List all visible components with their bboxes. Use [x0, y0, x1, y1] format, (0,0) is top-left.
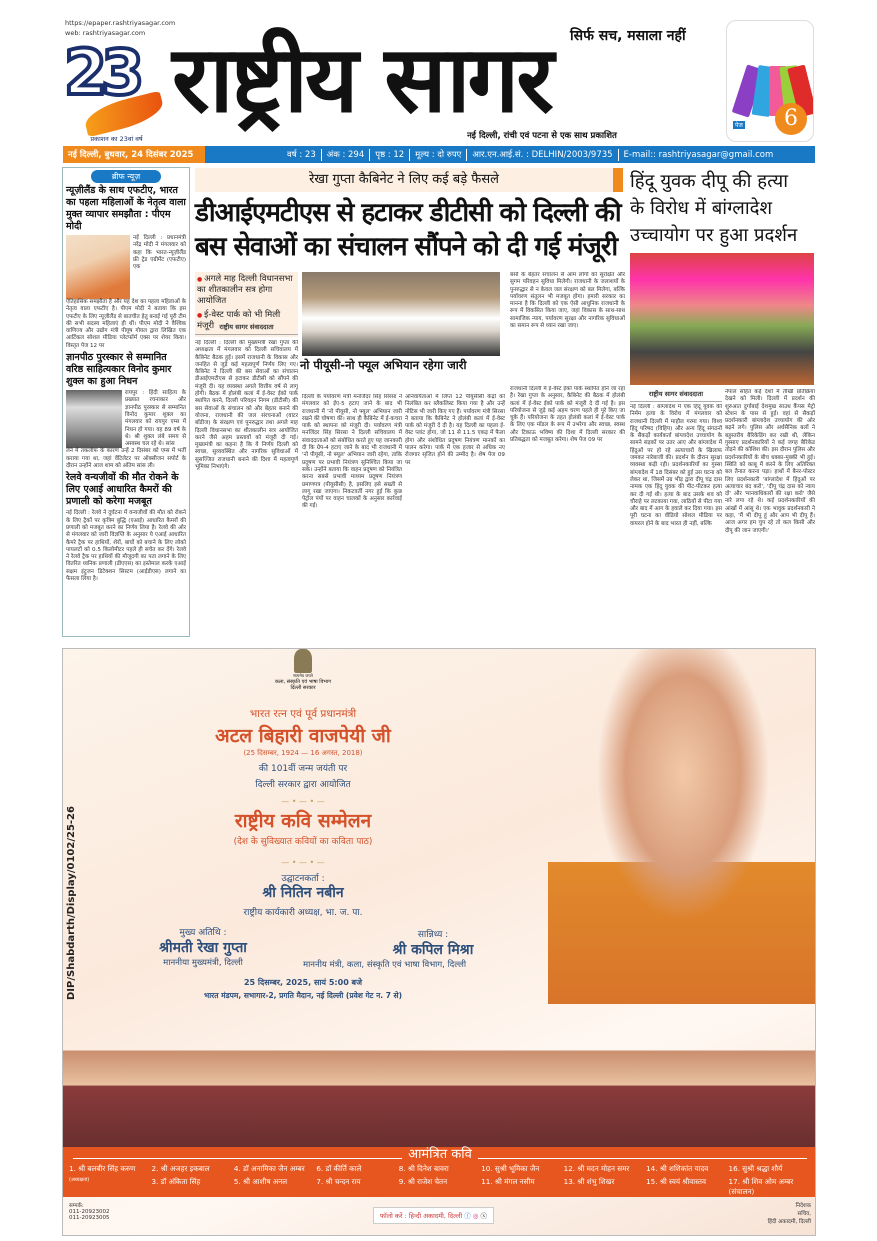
instagram-icon[interactable]: ◎ [472, 1212, 479, 1220]
right-headline[interactable] [630, 168, 816, 249]
headline-line: उच्चायोग पर हुआ प्रदर्शन [630, 225, 798, 246]
right-byline: राष्ट्रीय सागर संवाददाता [630, 389, 722, 402]
kavi-sammelan-advertisement [62, 648, 816, 1236]
rni-number: आर.एन.आई.सं. : DELHIN/2003/9735 [472, 150, 613, 160]
ornament-divider: — • — • — [281, 858, 325, 867]
invited-poets-title: आमंत्रित कवि [402, 1147, 478, 1162]
poet-photo [126, 1009, 189, 1147]
brief-text: रायपुर : हिंदी साहित्य के प्रख्यात रचनाकार और ज्ञानपीठ पुरस्कार से सम्मानित विनोद कुमार शुक्ल का मंगलवार को रायपुर एम्स में निधन हो गया। वह 89 वर्ष के थे। श्री शुक्ल लंबे समय से अस्वस्थ चल रहे थे। सांस [125, 390, 186, 448]
follow-text: फॉलो करें : हिन्दी अकादमी, दिल्ली [380, 1212, 463, 1220]
page-number: 6 [775, 103, 807, 135]
poet-photo [754, 1009, 816, 1147]
event-subtitle: (देश के सुविख्यात कवियों का कविता पाठ) [233, 837, 373, 847]
right-text: नई दिल्ली : बांग्लादेश में एक हिंदू युवक की निर्मम हत्या के विरोध में मंगलवार को राजधानी दिल्ली में माहौल गरमा गया। विश्व हिंदू परिषद (विहिप) और अन्य हिंदू संगठनों के सैकड़ों कार्यकर्ता बांग्लादेश उच्चायोग के सामने सड़कों पर उतर आए और बांग्लादेश में हिंदुओं पर हो रहे अत्याचारों के खिलाफ जमकर नारेबाजी की। प्रदर्शन के दौरान सुरक्षा व्यवस्था कड़ी रही। प्रदर्शनकारियों का गुस्सा बांग्लादेश में 18 दिसंबर को हुई उस घटना को लेकर था, जिसमें उग्र भीड़ द्वारा दीपू चंद्र दास नामक एक हिंदू युवक की पीट-पीटकर हत्या कर दी गई थी। हत्या के बाद उसके शव को चौराहे पर लटकाया गया, लाठियों से पीटा गया और बाद में आग के हवाले कर दिया गया। इस पूरी घटना का वीडियो सोशल मीडिया पर वायरल होने के बाद भारत ही नहीं, बल्कि [630, 404, 722, 527]
facebook-icon[interactable]: ⓕ [464, 1212, 471, 1220]
emblem-text: सत्यमेव जयते [293, 673, 313, 678]
newspaper-title: राष्ट्रीय सागर [172, 26, 551, 133]
photo-caption-headline[interactable]: नो पीयूसी-नो फ्यूल अभियान रहेगा जारी [300, 357, 504, 373]
brief-news-badge: ब्रीफ न्यूज़ [91, 170, 161, 183]
organizer-line: दिल्ली सरकार द्वारा आयोजित [255, 780, 351, 790]
price: मूल्य : दो रुपए [415, 150, 462, 160]
chief-guest-name: श्रीमती रेखा गुप्ता [159, 940, 247, 956]
poet-name: 13. श्री शंभु शिखर [563, 1177, 615, 1186]
headline-line: के विरोध में बांग्लादेश [630, 198, 773, 219]
honoree-name: अटल बिहारी वाजपेयी जी [215, 725, 391, 747]
poet-name: 12. श्री मदन मोहन समर [563, 1164, 630, 1173]
invited-poets-band [63, 1147, 816, 1197]
poet-photo [377, 1009, 440, 1147]
chief-guest-label: मुख्य अतिथि : [179, 928, 227, 938]
right-text: नेपाल सहित कई देशों में तीखी प्रतिक्रिया देखने को मिली। दिल्ली में प्रदर्शन की शुरुआत दुर्गाबाई देशमुख साउथ कैंपस मेट्रो स्टेशन के पास से हुई। वहां से सैकड़ों प्रदर्शनकारी बांग्लादेश उच्चायोग की ओर बढ़ने लगे। पुलिस और अर्धसैनिक बलों ने बहुस्तरीय बैरिकेडिंग कर रखी थी, लेकिन गुस्साए प्रदर्शनकारियों ने कई जगह बैरिकेड तोड़ने की कोशिश की। इस दौरान पुलिस और प्रदर्शनकारियों के बीच धक्का-मुक्की भी हुई। स्थिति को काबू में करने के लिए अतिरिक्त बल तैनात करना पड़ा। हाथों में बैनर-पोस्टर लिए प्रदर्शनकारी 'बांग्लादेश में हिंदुओं पर अत्याचार बंद करो', 'दीपू चंद्र दास को न्याय दो' और 'मानवाधिकारों की रक्षा करो' जैसे नारे लगा रहे थे। कई प्रदर्शनकारियों की आंखों में आंसू थे। एक भावुक प्रदर्शनकारी ने कहा, 'मैं भी दीपू हूं और आप भी दीपू हैं। आज अगर हम चुप रहे तो कल किसी और दीपू की जान जाएगी।' [725, 389, 815, 534]
poets-photos [63, 1009, 816, 1147]
poet-name: 2. श्री अजहर इकबाल [151, 1164, 210, 1173]
poet-name: (अध्यक्षता) [69, 1177, 90, 1183]
presence-role: माननीय मंत्री, कला, संस्कृति एवं भाषा विभाग, दिल्ली [303, 960, 467, 970]
honoree-dates: (25 दिसम्बर, 1924 — 16 अगस्त, 2018) [243, 749, 363, 757]
poet-name: 17. श्री शिव ओम अम्बर (संचालन) [728, 1177, 794, 1196]
presence [303, 927, 563, 970]
event-datetime: 25 दिसम्बर, 2025, सायं 5:00 बजे [243, 978, 363, 987]
contact-label: सम्पर्क: [69, 1203, 84, 1209]
lead-headline[interactable] [195, 196, 625, 264]
brief-text: नई दिल्ली : प्रधानमंत्री नरेंद्र मोदी ने मंगलवार को कहा कि भारत-न्यूज़ीलैंड फ्री ट्रेड एग्रीमेंट (एफटीए) एक [133, 235, 186, 271]
website-url[interactable]: web: rashtriyasagar.com [65, 29, 146, 37]
lead-text: दिल्ली के पर्यावरण मंत्री मनजिंदर सिंह सिरसा ने मंगलवार को ईए-5 हटाए जाने के बाद भी राजधानी में 'नो पीयूसी, नो फ्यूल' अभियान जारी रखने की घोषणा की। साथ ही कैबिनेट में ई-कचरा पार्क को स्थापना को मंजूरी दी। पर्यावरण मंत्री मनजिंदर सिंह सिरसा ने दिल्ली सचिवालय में संवाददाताओं को संबोधित करते हुए यह जानकारी दी कि ग्रेप-4 हटाए जाने के बाद भी राजधानी में 'नो पीयूसी, नो फ्यूल' अभियान जारी रहेगा, ताकि प्रदूषण पर प्रभावी नियंत्रण सुनिश्चित किया जा सके। उन्होंने बताया कि वाहन प्रदूषण को नियंत्रित करना सबसे प्रभावी माध्यम प्रदूषण नियंत्रण प्रमाणपत्र (पीयूसीसी) है, इसलिए इसे सख्ती से लागू रखा जाएगा। निकटवर्ती नगर हुई कि कुछ पेट्रोल पंपों पर वाहन चालकों के अनुसार कार्रवाई की गई। [302, 394, 402, 510]
lead-text: नई दिल्ली : दिल्ली की मुख्यमंत्री रेखा गुप्ता की अध्यक्षता में मंगलवार को दिल्ली सचिवालय में कैबिनेट बैठक हुई। इसमें राजधानी के विकास और जनहित से जुड़े कई महत्वपूर्ण निर्णय लिए गए। कैबिनेट ने दिल्ली की बस सेवाओं का संचालन डीआईएमटीएस से हटाकर डीटीसी को सौंपने की मंजूरी दी। यह व्यवस्था अगले वित्तीय वर्ष से लागू होगी। बैठक में होलंबी कलां में ई-वेस्ट ईको पार्क स्थापित करने, दिल्ली परिवहन निगम (डीटीसी) की बस सेवाओं के संचालन को और बेहतर बनाने की योजना, राजधानी की जल संरचनाओं (वाटर बॉडीज) के संरक्षण एवं पुनरुद्धार तथा अगले माह दिल्ली विधानसभा का शीतकालीन सत्र आयोजित करने जैसे अहम प्रस्तावों को मंजूरी दी गई। मुख्यमंत्री का कहना है कि ये निर्णय दिल्ली को स्वच्छ, सुव्यवस्थित और नागरिक सुविधाओं में सुसज्जित राजधानी बनाने की दिशा में महत्वपूर्ण भूमिका निभाएंगे। [195, 340, 298, 471]
poet-name: 11. श्री मंगल नसीम [481, 1177, 535, 1186]
pages: पृष्ठ : 12 [375, 150, 405, 160]
brief-news-column [62, 167, 190, 637]
headline-line: डीआईएमटीएस से हटाकर डीटीसी को दिल्ली की [195, 198, 621, 228]
modi-photo [66, 235, 130, 299]
poet-name: 7. श्री चन्दन राय [316, 1177, 361, 1186]
poet-photo [63, 1009, 126, 1147]
page-ad-teaser[interactable] [726, 20, 814, 142]
brief-headline[interactable]: न्यूज़ीलैंड के साथ एफटीए, भारत का पहला महिलाओं के नेतृत्व वाला मुक्त व्यापार समझौता : पीएम मोदी [66, 185, 186, 232]
highlight-item: ● ई-वेस्ट पार्क को भी मिली मंजूरी [197, 310, 296, 332]
poet-name: 4. डॉ अनामिका जैन अम्बर [233, 1164, 305, 1173]
vinod-shukla-photo [66, 390, 122, 448]
ornament-divider: — • — • — [281, 797, 325, 806]
lead-text: राजधानी दिल्ली में ई-वेस्ट ईको पार्क स्थापित होने जा रहा है। रेखा गुप्ता के अनुसार, कैबिनेट की बैठक में होलंबी कलां में ई-वेस्ट ईको पार्क को मंजूरी दे दी गई है। इस परियोजना से जुड़े कई अहम चरण पहले ही पूरे किए जा चुके हैं। परियोजना के तहत होलंबी कलां में ई-वेस्ट पार्क के लिए एक मॉडल के रूप में उभरेगा और स्वच्छ, स्वस्थ और टिकाऊ भविष्य की दिशा में दिल्ली सरकार की प्रतिबद्धता को मजबूत करेगा। शेष पेज 09 पर [510, 386, 625, 444]
poet-photo [440, 1009, 503, 1147]
social-follow[interactable] [373, 1207, 494, 1224]
info-bar [63, 146, 815, 163]
anniversary-subtitle: प्रकाशन का 23वां वर्ष [90, 135, 143, 143]
poet-photo [314, 1009, 377, 1147]
phone-number[interactable]: 011-20923002 [69, 1209, 110, 1215]
government-name: दिल्ली सरकार [290, 685, 316, 691]
inaugurator-role: राष्ट्रीय कार्यकारी अध्यक्ष, भा. ज. पा. [243, 908, 363, 918]
x-icon[interactable]: ⓧ [480, 1212, 488, 1220]
secretary-label: सचिव, [797, 1211, 811, 1217]
edition-date: नई दिल्ली, बुधवार, 24 दिसंबर 2025 [63, 146, 205, 163]
brief-headline[interactable]: रेलवे वन्यजीवों की मौत रोकने के लिए एआई आधारित कैमरों की प्रणाली को करेगा मजबूत [66, 472, 179, 508]
highlight-item: ● अगले माह दिल्ली विधानसभा का शीतकालीन सत्र होगा आयोजित [197, 274, 296, 307]
presence-label: सान्निध्य : [417, 930, 449, 940]
invited-poets-list [63, 1159, 816, 1197]
poet-photo [189, 1009, 252, 1147]
lead-byline-wrap [195, 322, 298, 335]
ashoka-emblem-icon [294, 649, 312, 673]
lead-text: बसों के बेहतर संचालन से आम लोगों को सुरक्षित और सुगम परिवहन सुविधा मिलेगी। राजधानी के जलाशयों के पुनरुद्धार से न केवल जल संरक्षण को बल मिलेगा, बल्कि पर्यावरण संतुलन भी मजबूत होगा। हमारी सरकार का मानना है कि दिल्ली को एक ऐसी आधुनिक राजधानी के रूप में विकसित किया जाए, जहां विकास के साथ-साथ सामाजिक न्याय, पर्यावरण सुरक्षा और नागरिक सुविधाओं का समान रूप से ध्यान रखा जाए। [510, 272, 625, 330]
organization-name: हिंदी अकादमी, दिल्ली [767, 1219, 811, 1225]
poet-name: 9. श्री राजेश चेतन [398, 1177, 448, 1186]
lead-byline: राष्ट्रीय सागर संवाददाता [195, 322, 298, 335]
poet-name: 10. सुश्री भूमिका जैन [481, 1164, 540, 1173]
poet-photo [251, 1009, 314, 1147]
brief-headline[interactable]: ज्ञानपीठ पुरस्कार से सम्मानित वरिष्ठ साहित्यकार विनोद कुमार शुक्ल का हुआ निधन [66, 352, 172, 388]
poet-photo [566, 1009, 629, 1147]
poet-name: 8. श्री दिनेश बावरा [398, 1164, 449, 1173]
poet-name: 6. डॉ कीर्ति काले [316, 1164, 362, 1173]
event-title: राष्ट्रीय कवि सम्मेलन [234, 810, 372, 832]
ad-code: DIP/Shabdarth/Display/0102/25-26 [66, 806, 77, 1000]
email[interactable]: E-mail:: rashtriyasagar@gmail.com [623, 149, 774, 160]
poet-name: 16. सुश्री श्रद्धा शौर्य [728, 1164, 783, 1173]
headline-line: बस सेवाओं का संचालन सौंपने को दी गई मंजूरी [195, 232, 618, 262]
poet-name: 14. श्री शशिकांत यादव [646, 1164, 709, 1173]
chief-guest [113, 925, 293, 968]
event-venue: भारत मंडपम, सभागार-2, प्रगति मैदान, नई दिल्ली (प्रवेश गेट न. 7 से) [203, 991, 403, 1000]
poet-photo [628, 1009, 691, 1147]
issue: अंक : 294 [326, 150, 365, 160]
poet-name: 1. श्री बलबीर सिंह करुण [69, 1164, 136, 1173]
inaugurator-label: उद्घाटनकर्ता : [281, 874, 325, 884]
poet-photo [691, 1009, 754, 1147]
cabinet-meeting-photo [302, 272, 500, 356]
department-name: कला, संस्कृति एवं भाषा विभाग [274, 679, 332, 685]
poet-photo [503, 1009, 566, 1147]
lead-text: अनिवार्यताओं में लिप्त 12 पीयूसीसी केंद्रों को निलंबित कर ब्लैकलिस्ट किया गया है और उन्हें नोटिस भी जारी किए गए हैं। पर्यावरण मंत्री सिरसा ने बताया कि कैबिनेट ने होलंबी कलां में ई-वेस्ट पार्क को मंजूरी दे दी है। यह दिल्ली का पहला ई-वेस्ट प्लांट होगा, जो 11 से 11.5 एकड़ में फैला होगा और संशोधित प्रदूषण नियंत्रण मानकों का पालन करेगा। पार्क में एक हजार से अधिक नए रोजगार सृजित होने की उम्मीद है। शेष पेज 09 पर [405, 394, 505, 466]
poet-name: 5. श्री आशीष अनल [233, 1177, 288, 1186]
chief-guest-role: माननीया मुख्यमंत्री, दिल्ली [163, 958, 243, 968]
protest-photo [630, 253, 814, 385]
lead-kicker: रेखा गुप्ता कैबिनेट ने लिए कई बड़े फैसले [195, 168, 623, 192]
presence-name: श्री कपिल मिश्रा [392, 942, 474, 958]
epaper-url[interactable]: https://epaper.rashtriyasagar.com [65, 19, 176, 27]
anniversary-logo [64, 36, 169, 147]
brief-text: लेने में तकलीफ के कारण उन्हें 2 दिसंबर को एम्स में भर्ती कराया गया था, जहां वेंटिलेटर पर ऑक्सीजन सपोर्ट के दौरान उन्होंने आज शाम को अंतिम सांस ली। [66, 448, 186, 470]
poet-name: 15. श्री स्वयं श्रीवास्तव [646, 1177, 707, 1186]
ad-footer [63, 1197, 816, 1236]
year: वर्ष : 23 [287, 150, 316, 160]
right-byline-wrap [630, 389, 722, 402]
director-label: निदेशक [795, 1203, 811, 1209]
slogan: सिर्फ सच, मसाला नहीं [570, 28, 686, 44]
headline-line: हिंदू युवक दीपू की हत्या [630, 171, 789, 192]
brief-text: ऐतिहासिक समझौता है और यह देश का पहला महिलाओं के नेतृत्व वाला एफटीए है। पीएम मोदी ने बताया कि इस एफटीए के लिए न्यूज़ीलैंड से बातचीत हेतु बनाई गई पूरी टीम की सभी सदस्य महिलाएं ही थीं। पीएम मोदी ने वैश्विक वाणिज्य और उद्योग मंत्री पीयूष गोयल द्वारा लिखित एक आर्टिकल सोशल मीडिया प्लेटफॉर्म एक्स पर शेयर किया। विस्तृत पेज 12 पर [66, 299, 186, 349]
inaugurator-name: श्री नितिन नबीन [262, 885, 344, 901]
ad-intro: भारत रत्न एवं पूर्व प्रधानमंत्री [249, 708, 357, 720]
anniversary-number: 23 [64, 36, 139, 109]
emblem [63, 649, 543, 691]
anniversary-line: की 101वीं जन्म जयंती पर [258, 764, 348, 774]
page-label: पेज [735, 122, 743, 129]
tagline: नई दिल्ली, रांची एवं पटना से एक साथ प्रकाशित [467, 131, 617, 141]
poet-name: 3. डॉ अंकिता सिंह [151, 1177, 201, 1186]
phone-number[interactable]: 011-20923005 [69, 1215, 110, 1221]
atal-bihari-vajpayee-portrait [548, 649, 816, 1004]
brief-text: नई दिल्ली : रेलवे ने दुर्घटना में वन्यजीवों की मौत को रोकने के लिए ट्रैकों पर कृत्रिम बुद्धि (एआई) आधारित कैमरों की प्रणाली को मजबूत करने का निर्णय लिया है। रेलवे की ओर से मंगलवार को जारी विज्ञप्ति के अनुसार ये एआई आधारित कैमरे ट्रैक पर हाथियों, शेरों, बाघों को बचाने के लिए लोको पायलटों को 0.5 किलोमीटर पहले ही सचेत कर देंगे। रेलवे ने रेलवे ट्रैक पर हाथियों की मौजूदगी का पता लगाने के लिए वितरित ध्वनिक प्रणाली (डीएएस) का इस्तेमाल करके एआई सक्षम इंट्रूजन डिटेक्शन सिस्टम (आईडीएस) लगाने का फैसला लिया है। [66, 510, 186, 583]
